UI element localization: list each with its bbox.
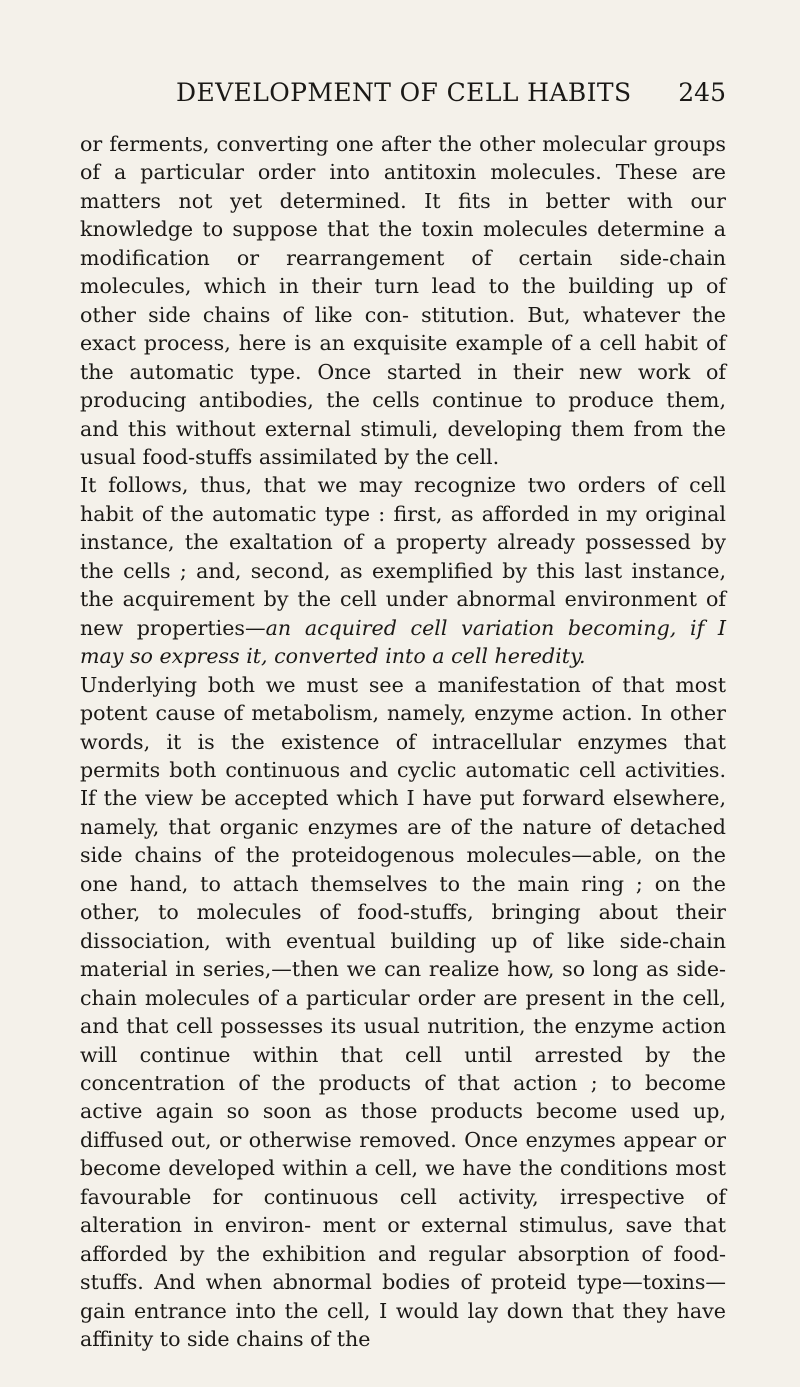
page-number: 245 (678, 78, 726, 107)
paragraph-3: Underlying both we must see a manifestation of that most potent cause of metabolism, namely, enzyme action. In other words, it is the existence of intracellular enzymes that permits both continuous and cyclic automatic cell activities. If the view be accepted which I have put forward elsewhere, namely, that organic enzymes are of the nature of detached side chains of the proteidogenous molecules—able, on the one hand, to attach themselves to the main ring ; on the other, to molecules of food-stuffs, bringing about their dissociation, with eventual building up of like side-chain material in series,—then we can realize how, so long as side-chain molecules of a particular order are present in the cell, and that cell possesses its usual nutrition, the enzyme action will continue within that cell until arrested by the concentration of the products of that action ; to become active again so soon as those products become used up, diffused out, or otherwise removed. Once enzymes appear or become developed within a cell, we have the conditions most favourable for continuous cell activity, irrespective of alteration in environ- ment or external stimulus, save that afforded by the exhibition and regular absorption of food-stuffs. And when abnormal bodies of proteid type—toxins—gain entrance into the cell, I would lay down that they have affinity to side chains of the (80, 672, 726, 1352)
paragraph-1: or ferments, converting one after the other molecular groups of a particular order into antitoxin molecules. These are matters not yet determined. It fits in better with our knowledge to suppose that the toxin molecules determine a modification or rearrangement of certain side-chain molecules, which in their turn lead to the building up of other side chains of like con- stitution. But, whatever the exact process, here is an exquisite example of a cell habit of the automatic type. Once started in their new work of producing antibodies, the cells continue to produce them, and this without external stimuli, developing them from the usual food-stuffs assimilated by the cell. (80, 132, 726, 469)
paragraph-2-text: It follows, thus, that we may recognize two orders of cell habit of the automatic type : first, as afforded in my original instance, the exaltation of a property already possessed by the cells ; and, second, as exemplified by this last instance, the acquirement by the cell under abnormal environment of new properties— (80, 473, 726, 640)
running-head (78, 76, 726, 110)
paragraph-2-italic-text: an acquired cell variation becoming, if I may so express it, converted into a cell heredity. (80, 615, 726, 669)
paragraph-2 (80, 471, 726, 670)
running-title: DEVELOPMENT OF CELL HABITS (176, 78, 632, 107)
body-text (80, 130, 726, 1353)
